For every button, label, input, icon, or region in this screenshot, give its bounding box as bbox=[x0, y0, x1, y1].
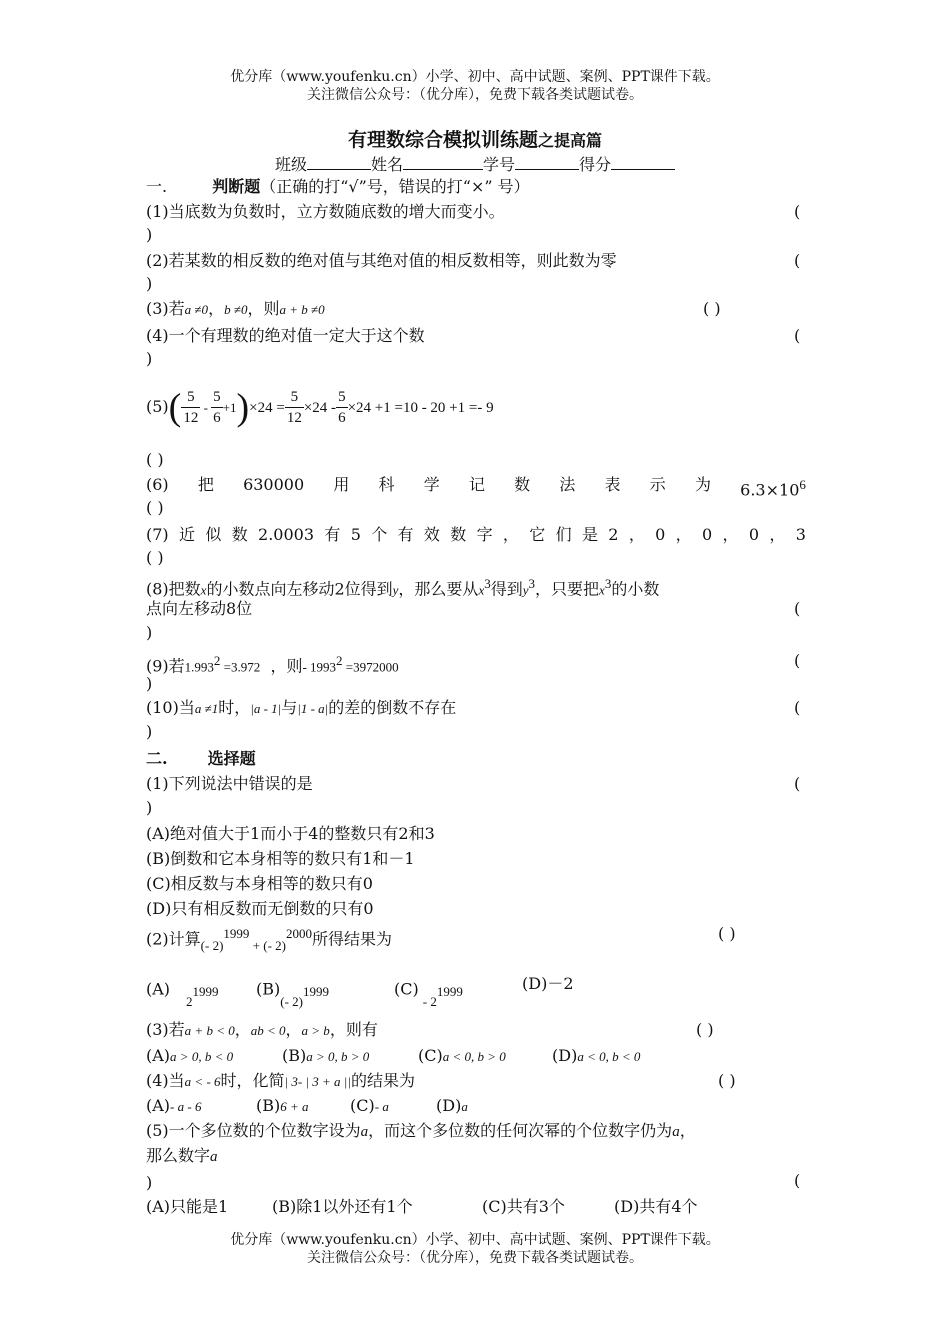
s2-q4-option-c[interactable] bbox=[350, 1095, 389, 1118]
word-token: $6.3\times 10^6$ bbox=[740, 477, 806, 500]
s2-q5-b: ，而这个多位数的任何次幂的个位数字仍为 bbox=[368, 1121, 673, 1140]
s1-q8-paren-open[interactable]: ( bbox=[794, 599, 801, 618]
s1-q8-line2: 点向左移动8位 bbox=[146, 599, 253, 618]
s1-q6 bbox=[146, 474, 806, 501]
s1-q8-f: 的小数 bbox=[611, 579, 660, 599]
section1-note: （正确的打“√”号，错误的打“×” 号） bbox=[260, 177, 530, 196]
s1-q2-paren-open[interactable]: ( bbox=[794, 251, 801, 270]
option-math: 6 + a bbox=[280, 1099, 309, 1114]
word-token: 5 bbox=[350, 525, 361, 544]
word-token: 用 bbox=[333, 475, 350, 494]
s2-q3-option-a[interactable] bbox=[146, 1045, 233, 1068]
section1-num: 一. bbox=[146, 177, 168, 196]
word-token: 效 bbox=[423, 525, 440, 544]
option-math: - a bbox=[374, 1099, 389, 1114]
s2-q3-c2: ab < 0 bbox=[250, 1023, 286, 1038]
s1-q9: (9)若$1.993^2 =3.972$ ，则- $1993^2 =3972000$ bbox=[146, 653, 399, 676]
s1-q8-d: 得到 bbox=[490, 579, 523, 599]
s1-q8-a: (8)把数 bbox=[146, 579, 201, 599]
title-main: 有理数综合模拟训练题 bbox=[347, 129, 538, 151]
section2-num: 二. bbox=[146, 749, 168, 768]
word-token: 把 bbox=[197, 475, 214, 494]
option-math: a > 0, b < 0 bbox=[170, 1049, 234, 1064]
s1-q5-x24: ×24 = bbox=[249, 400, 285, 416]
word-token: 是 bbox=[581, 525, 598, 544]
fraction-denominator: 6 bbox=[338, 410, 346, 426]
footer-line-1: 优分库（www.youfenku.cn）小学、初中、高中试题、案例、PPT课件下载。 bbox=[230, 1232, 720, 1248]
option-label: (A) bbox=[146, 979, 171, 999]
s1-q8-paren-close[interactable]: ) bbox=[146, 623, 153, 642]
s2-q2-option-d[interactable]: (D)－2 bbox=[522, 974, 574, 993]
option-exp: 1999 bbox=[192, 984, 219, 999]
s2-q3: (3)若a + b < 0，ab < 0，a > b，则有 bbox=[146, 1020, 378, 1039]
s1-q8-y: y bbox=[392, 582, 399, 598]
word-token: 示 bbox=[649, 475, 666, 494]
s2-q3-answer-paren[interactable]: ( ) bbox=[696, 1020, 714, 1039]
word-token: 它 bbox=[529, 525, 546, 544]
s1-q3-claim: a + b ≠0 bbox=[279, 302, 325, 317]
s2-q2-plus: + bbox=[249, 938, 264, 954]
option-math: a > 0, b > 0 bbox=[306, 1049, 370, 1064]
s1-q3-answer-paren[interactable]: ( ) bbox=[703, 299, 721, 318]
s2-q2-answer-paren[interactable]: ( ) bbox=[718, 924, 736, 943]
class-blank[interactable] bbox=[307, 153, 371, 170]
fraction-denominator: 12 bbox=[183, 410, 199, 426]
s1-q10-a: (10)当 bbox=[146, 698, 195, 717]
s2-q3-option-c[interactable] bbox=[418, 1045, 506, 1068]
word-token: ， bbox=[769, 525, 786, 544]
option-base: (- 2) bbox=[280, 994, 303, 1010]
word-token: ， bbox=[675, 525, 692, 544]
s1-q9-then: ，则 bbox=[270, 656, 303, 676]
s1-q10 bbox=[146, 697, 456, 720]
s1-q8-b: 的小数点向左移动2位得到 bbox=[206, 579, 393, 599]
s1-q6-answer-paren[interactable]: ( ) bbox=[146, 498, 164, 517]
option-label: (D) bbox=[436, 1096, 462, 1115]
word-token: 数 bbox=[514, 475, 531, 494]
fraction-numerator: 5 bbox=[211, 387, 223, 408]
word-token: 630000 bbox=[243, 475, 305, 494]
s2-q5-paren-open[interactable]: ( bbox=[794, 1171, 801, 1190]
s2-q3-option-d[interactable] bbox=[552, 1045, 640, 1068]
s2-q1-option-d[interactable]: (D)只有相反数而无倒数的只有0 bbox=[146, 899, 374, 918]
s1-q4-paren-open[interactable]: ( bbox=[794, 326, 801, 345]
s1-q9-eq1: =3.972 bbox=[220, 659, 261, 675]
s1-q5-rparen: ) bbox=[236, 386, 250, 429]
exponent: 6 bbox=[799, 477, 806, 492]
s1-q5-plus1: +1 bbox=[222, 400, 237, 415]
s2-q5-var: a bbox=[360, 1124, 369, 1140]
name-blank[interactable] bbox=[403, 153, 483, 170]
s1-q8: (8)把数x的小数点向左移动2位得到y，那么要从$x^3$得到$y^3$，只要把$x^3$的小数 bbox=[146, 576, 660, 599]
score-label: 得分 bbox=[579, 155, 612, 174]
fraction bbox=[336, 387, 348, 428]
name-label: 姓名 bbox=[370, 155, 403, 174]
s1-q3: (3)若a ≠0，b ≠0，则a + b ≠0 bbox=[146, 299, 325, 318]
word-token: 3 bbox=[795, 525, 806, 544]
s2-q1: (1)下列说法中错误的是 bbox=[146, 774, 313, 793]
s2-q3-c1: a + b < 0 bbox=[184, 1023, 235, 1038]
word-token: 0 bbox=[655, 525, 666, 544]
s2-q1-option-b[interactable]: (B)倒数和它本身相等的数只有1和－1 bbox=[146, 849, 415, 868]
fraction bbox=[211, 387, 223, 428]
s1-q7 bbox=[146, 524, 806, 546]
s2-q2-exp1: 1999 bbox=[223, 926, 250, 941]
s1-q2: (2)若某数的相反数的绝对值与其绝对值的相反数相等，则此数为零 bbox=[146, 251, 617, 270]
word-token: ， bbox=[502, 525, 519, 544]
s2-q5 bbox=[146, 1120, 696, 1143]
s1-q10-d: 的差的倒数不存在 bbox=[328, 698, 457, 717]
fraction-denominator: 6 bbox=[213, 410, 221, 426]
option-label: (B) bbox=[256, 1096, 281, 1115]
s2-q5-a: (5)一个多位数的个位数字设为 bbox=[146, 1121, 361, 1140]
s1-q3-cond-a: a ≠0 bbox=[184, 302, 209, 317]
option-math: a bbox=[461, 1099, 468, 1114]
s2-q2-base1: (- 2) bbox=[200, 938, 224, 954]
s2-q4-c: 的结果为 bbox=[350, 1071, 415, 1090]
s2-q1-paren-open[interactable]: ( bbox=[794, 774, 801, 793]
page-title bbox=[0, 125, 950, 152]
word-token: 数 bbox=[450, 525, 467, 544]
s2-q4-option-a[interactable] bbox=[146, 1095, 201, 1118]
id-blank[interactable] bbox=[515, 153, 579, 170]
word-token: (7) bbox=[146, 525, 169, 544]
s2-q1-option-a[interactable]: (A)绝对值大于1而小于4的整数只有2和3 bbox=[146, 824, 435, 843]
s1-q5-tail: ×24 +1 =10 - 20 +1 =- 9 bbox=[347, 400, 494, 416]
s2-q2-b: 所得结果为 bbox=[312, 929, 393, 949]
word-token: ， bbox=[722, 525, 739, 544]
s2-q4-option-d[interactable] bbox=[436, 1095, 468, 1118]
s2-q2-option-c[interactable] bbox=[394, 973, 463, 1010]
s1-q5-lparen: ( bbox=[168, 386, 182, 429]
section2-heading bbox=[146, 748, 256, 770]
s2-q4-cond: a < - 6 bbox=[184, 1074, 221, 1089]
s1-q4-paren-close[interactable]: ) bbox=[146, 349, 153, 368]
s1-q9-a: (9)若 bbox=[146, 656, 185, 676]
s2-q5-var2: a bbox=[672, 1124, 680, 1140]
s1-q7-words bbox=[146, 524, 806, 546]
s2-q4-expr: | 3- | 3 + a || bbox=[284, 1074, 351, 1089]
s2-q4-b: 时，化简 bbox=[220, 1071, 285, 1090]
s1-q9-eq2: =3972000 bbox=[342, 659, 399, 675]
s1-q5-answer-paren[interactable]: ( ) bbox=[146, 450, 164, 469]
s1-q8-c: ，那么要从 bbox=[398, 579, 479, 599]
s1-q8-x3: x bbox=[478, 582, 485, 598]
option-exp: 1999 bbox=[436, 984, 463, 999]
section1-title: 判断题 bbox=[212, 177, 261, 196]
s2-q2-option-a[interactable] bbox=[146, 973, 219, 1010]
title-sub: 之提高篇 bbox=[538, 131, 603, 150]
s2-q2-exp2: 2000 bbox=[286, 926, 313, 941]
option-label: (B) bbox=[256, 979, 281, 999]
option-math: a < 0, b < 0 bbox=[577, 1049, 641, 1064]
s1-q1-paren-close[interactable]: ) bbox=[146, 225, 153, 244]
section1-heading bbox=[146, 176, 530, 198]
s2-q3-option-b[interactable] bbox=[282, 1045, 369, 1068]
fraction-numerator: 5 bbox=[285, 387, 304, 408]
word-token: 2.0003 bbox=[258, 525, 315, 544]
word-token: 学 bbox=[423, 475, 440, 494]
word-token: 个 bbox=[371, 525, 388, 544]
s1-q1: (1)当底数为负数时，立方数随底数的增大而变小。 bbox=[146, 202, 505, 221]
option-math: a < 0, b > 0 bbox=[442, 1049, 506, 1064]
s2-q5-line2 bbox=[146, 1145, 218, 1168]
s1-q9-paren-open[interactable]: ( bbox=[794, 651, 801, 670]
s1-q4: (4)一个有理数的绝对值一定大于这个数 bbox=[146, 326, 425, 345]
s1-q9-expr2: - 1993 bbox=[302, 659, 337, 675]
s2-q2-base2: (- 2) bbox=[263, 938, 287, 954]
option-base: 2 bbox=[186, 994, 193, 1010]
option-label: (B) bbox=[282, 1046, 307, 1065]
s1-q3-then: ，则 bbox=[247, 299, 280, 318]
s1-q5: (5)( $\frac{5}{12}$ - $\frac{5}{6}$ +1)×24 = $\frac{5}{12}$ ×24 - $\frac{5}{6}$ ×24 +1 =10 - 20 +1 =- 9 bbox=[146, 386, 494, 429]
s1-q10-abs2: |1 - a| bbox=[297, 701, 329, 716]
s1-q10-abs1: |a - 1| bbox=[250, 701, 282, 716]
s1-q5-num: (5) bbox=[146, 397, 169, 416]
word-token: 似 bbox=[205, 525, 222, 544]
s2-q2 bbox=[146, 923, 393, 954]
s1-q5-x24b: ×24 - bbox=[303, 400, 337, 416]
s2-q3-c3: a > b bbox=[301, 1023, 330, 1038]
s2-q4-answer-paren[interactable]: ( ) bbox=[718, 1071, 736, 1090]
word-token: 法 bbox=[559, 475, 576, 494]
s2-q4-option-b[interactable] bbox=[256, 1095, 309, 1118]
s1-q6-words bbox=[146, 474, 806, 501]
s1-q7-answer-paren[interactable]: ( ) bbox=[146, 548, 164, 567]
s1-q8-x: x bbox=[200, 582, 207, 598]
s1-q8-y3: y bbox=[522, 582, 529, 598]
word-token: 表 bbox=[604, 475, 621, 494]
s2-q5-paren-close[interactable]: ) bbox=[146, 1173, 153, 1192]
footer-line-2: 关注微信公众号：（优分库），免费下载各类试题试卷。 bbox=[307, 1250, 643, 1266]
s2-q3-b: ，则有 bbox=[329, 1020, 378, 1039]
fraction-numerator: 5 bbox=[181, 387, 200, 408]
fraction-denominator: 12 bbox=[286, 410, 302, 426]
section2-title: 选择题 bbox=[207, 749, 256, 768]
word-token: 字 bbox=[476, 525, 493, 544]
s2-q1-paren-close[interactable]: ) bbox=[146, 798, 153, 817]
word-token: 0 bbox=[702, 525, 713, 544]
s1-q8-e: ，只要把 bbox=[535, 579, 600, 599]
fraction-numerator: 5 bbox=[336, 387, 348, 408]
word-token: 记 bbox=[468, 475, 485, 494]
option-exp: 1999 bbox=[303, 984, 329, 999]
word-token: ， bbox=[628, 525, 645, 544]
s1-q10-paren-close[interactable]: ) bbox=[146, 722, 153, 741]
word-token: 有 bbox=[324, 525, 341, 544]
s2-q3-a: (3)若 bbox=[146, 1020, 185, 1039]
word-token: 数 bbox=[231, 525, 248, 544]
fraction bbox=[285, 387, 304, 428]
student-info bbox=[0, 152, 950, 175]
s1-q3-cond-b: b ≠0 bbox=[224, 302, 248, 317]
s1-q1-paren-open[interactable]: ( bbox=[794, 202, 801, 221]
s2-q2-a: (2)计算 bbox=[146, 929, 201, 949]
option-label: (A) bbox=[146, 1046, 171, 1065]
s2-q4-a: (4)当 bbox=[146, 1071, 185, 1090]
s1-q9-expr1: 1.993 bbox=[184, 659, 214, 675]
option-label: (A) bbox=[146, 1096, 171, 1115]
s2-q2-option-b[interactable] bbox=[256, 973, 329, 1010]
s1-q10-paren-open[interactable]: ( bbox=[794, 698, 801, 717]
word-token: 科 bbox=[378, 475, 395, 494]
s2-q5-option-c[interactable]: (C)共有3个 bbox=[482, 1197, 565, 1216]
s2-q5-var3: a bbox=[210, 1149, 218, 1165]
s2-q4 bbox=[146, 1070, 415, 1093]
option-label: (C) bbox=[394, 979, 419, 999]
s2-q5-option-b[interactable]: (B)除1以外还有1个 bbox=[272, 1197, 413, 1216]
option-base: - 2 bbox=[422, 994, 437, 1010]
class-label: 班级 bbox=[274, 155, 307, 174]
option-label: (C) bbox=[350, 1096, 375, 1115]
s1-q2-paren-close[interactable]: ) bbox=[146, 274, 153, 293]
word-token: 们 bbox=[555, 525, 572, 544]
s1-q3-pre: (3)若 bbox=[146, 299, 185, 318]
word-token: 近 bbox=[179, 525, 196, 544]
s1-q8-x3b: x bbox=[599, 582, 605, 598]
id-label: 学号 bbox=[483, 155, 516, 174]
s2-q5-option-a[interactable]: (A)只能是1 bbox=[146, 1197, 229, 1216]
s1-q10-cond: a ≠1 bbox=[194, 701, 219, 716]
word-token: 2 bbox=[608, 525, 619, 544]
header-line-1: 优分库（www.youfenku.cn）小学、初中、高中试题、案例、PPT课件下载。 bbox=[230, 69, 720, 85]
option-label: (C) bbox=[418, 1046, 443, 1065]
s1-q9-paren-close[interactable]: ) bbox=[146, 674, 153, 693]
s1-q10-c: 与 bbox=[281, 698, 298, 717]
s2-q1-option-c[interactable]: (C)相反数与本身相等的数只有0 bbox=[146, 874, 373, 893]
score-blank[interactable] bbox=[611, 153, 675, 170]
word-token: (6) bbox=[146, 475, 169, 494]
s2-q5-line2-text: 那么数字 bbox=[146, 1146, 211, 1165]
header-line-2: 关注微信公众号：（优分库），免费下载各类试题试卷。 bbox=[307, 87, 643, 103]
option-label: (D) bbox=[552, 1046, 578, 1065]
word-token: 0 bbox=[748, 525, 760, 544]
option-math: - a - 6 bbox=[170, 1099, 202, 1114]
word-token: 为 bbox=[694, 475, 711, 494]
s2-q5-c: ， bbox=[679, 1121, 696, 1140]
s2-q5-option-d[interactable]: (D)共有4个 bbox=[614, 1197, 698, 1216]
s1-q10-b: 时， bbox=[218, 698, 251, 717]
fraction bbox=[181, 387, 200, 428]
word-token: 有 bbox=[397, 525, 414, 544]
